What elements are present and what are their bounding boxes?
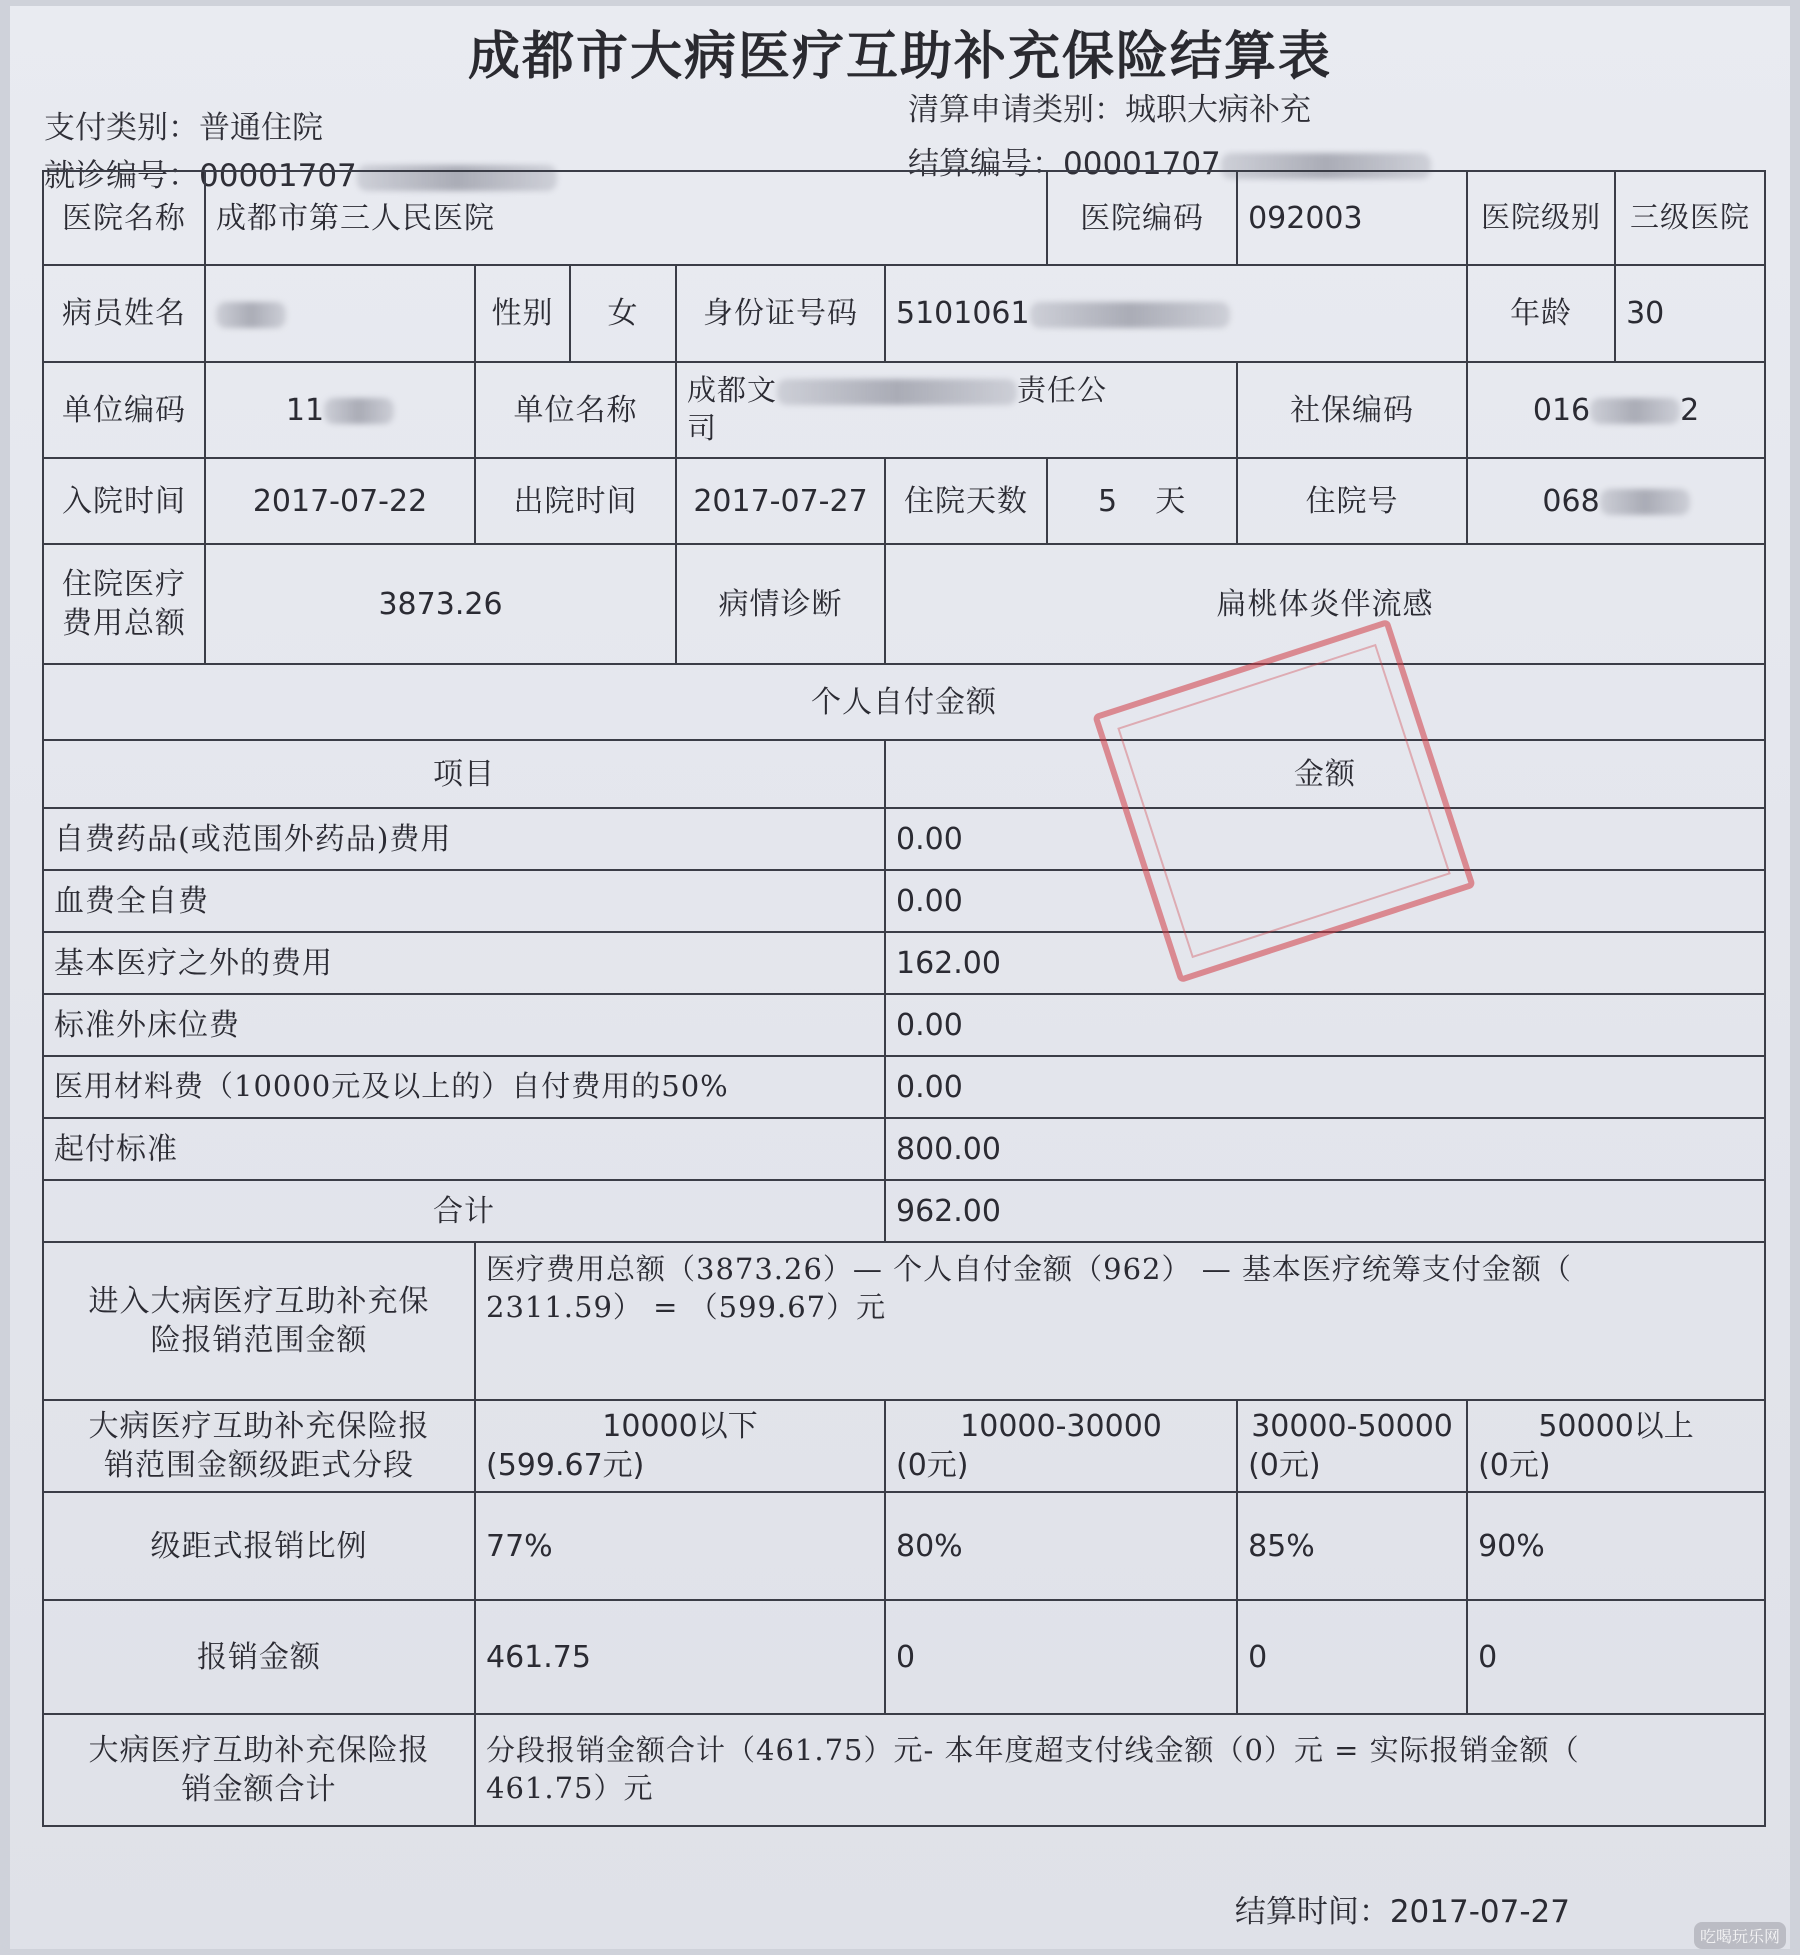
id-number-value: 5101061 xyxy=(896,296,1030,331)
ss-code-start: 016 xyxy=(1532,392,1591,428)
redaction-mask xyxy=(1590,398,1680,424)
settlement-table xyxy=(42,170,1766,1827)
stay-days-label: 住院天数 xyxy=(885,458,1047,544)
settle-time xyxy=(1235,1886,1570,1931)
hospital-code-label: 医院编码 xyxy=(1047,171,1237,265)
settle-number-label: 结算编号： xyxy=(908,146,1063,182)
scope-label-l2: 险报销范围金额 xyxy=(150,1323,368,1358)
tier-label-l2: 销范围金额级距式分段 xyxy=(104,1448,414,1483)
item-column-header: 项目 xyxy=(43,740,885,808)
stay-days-value: 5 xyxy=(1097,483,1118,519)
tier-reimb: 0 xyxy=(885,1600,1237,1714)
discharge-time-label: 出院时间 xyxy=(475,458,676,544)
id-number xyxy=(885,265,1467,362)
self-pay-subtotal-label: 合计 xyxy=(43,1180,885,1242)
stay-row xyxy=(43,458,1765,544)
scope-formula-l2: 2311.59） = （599.67）元 xyxy=(486,1289,887,1324)
final-label-l2: 销金额合计 xyxy=(181,1772,337,1807)
site-watermark: 吃喝玩乐网 xyxy=(1694,1922,1786,1949)
diagnosis: 扁桃体炎伴流感 xyxy=(885,544,1765,664)
self-pay-title-row xyxy=(43,664,1765,740)
unit-name-end: 责任公 xyxy=(1017,373,1108,408)
inpatient-no-label: 住院号 xyxy=(1237,458,1467,544)
gender-value: 女 xyxy=(570,265,676,362)
tier-label-l1: 大病医疗互助补充保险报 xyxy=(88,1409,430,1444)
id-number-label: 身份证号码 xyxy=(676,265,885,362)
settle-apply-label: 清算申请类别： xyxy=(908,92,1125,128)
final-formula-l2: 461.75）元 xyxy=(486,1771,654,1805)
self-pay-item-label: 起付标准 xyxy=(43,1118,885,1180)
admit-time-label: 入院时间 xyxy=(43,458,205,544)
total-cost-label-l2: 费用总额 xyxy=(62,606,186,641)
tier-ratio-label: 级距式报销比例 xyxy=(43,1492,475,1600)
self-pay-item-label: 血费全自费 xyxy=(43,870,885,932)
self-pay-row xyxy=(43,1118,1765,1180)
hospital-level-label: 医院级别 xyxy=(1467,171,1615,265)
self-pay-row xyxy=(43,870,1765,932)
inpatient-no-value: 068 xyxy=(1542,483,1600,519)
ss-code-end: 2 xyxy=(1680,392,1700,428)
tier-amount: (0元) xyxy=(896,1448,969,1483)
tier-range-cell xyxy=(885,1400,1237,1492)
redaction-mask xyxy=(1030,302,1230,328)
unit-name-start: 成都文 xyxy=(687,373,778,408)
discharge-time: 2017-07-27 xyxy=(676,458,885,544)
self-pay-item-amount: 162.00 xyxy=(885,932,1765,994)
total-cost-label-l1: 住院医疗 xyxy=(62,567,186,602)
scope-formula xyxy=(475,1242,1765,1400)
patient-row xyxy=(43,265,1765,362)
final-row xyxy=(43,1714,1765,1826)
total-row xyxy=(43,544,1765,664)
settle-apply-value: 城职大病补充 xyxy=(1125,92,1311,128)
scope-formula-l1: 医疗费用总额（3873.26）— 个人自付金额（962） — 基本医疗统筹支付金额（ xyxy=(486,1252,1572,1286)
tier-ratio: 90% xyxy=(1467,1492,1765,1600)
total-cost-label xyxy=(43,544,205,664)
tier-range: 10000-30000 xyxy=(960,1409,1162,1444)
self-pay-title: 个人自付金额 xyxy=(43,664,1765,740)
hospital-name: 成都市第三人民医院 xyxy=(205,171,1047,265)
self-pay-row xyxy=(43,932,1765,994)
self-pay-subtotal-row xyxy=(43,1180,1765,1242)
scope-label xyxy=(43,1242,475,1400)
self-pay-item-label: 自费药品(或范围外药品)费用 xyxy=(43,808,885,870)
tier-ratio-row xyxy=(43,1492,1765,1600)
self-pay-row xyxy=(43,1056,1765,1118)
visit-number-value: 00001707 xyxy=(199,158,357,194)
tier-reimb: 461.75 xyxy=(475,1600,885,1714)
stay-days-unit: 天 xyxy=(1155,483,1187,519)
unit-code xyxy=(205,362,475,458)
tier-amount: (599.67元) xyxy=(486,1448,645,1483)
tier-ratio: 80% xyxy=(885,1492,1237,1600)
patient-name xyxy=(205,265,475,362)
hospital-level: 三级医院 xyxy=(1615,171,1765,265)
unit-row xyxy=(43,362,1765,458)
tier-range-cell xyxy=(1467,1400,1765,1492)
self-pay-subtotal: 962.00 xyxy=(885,1180,1765,1242)
tier-reimb-row xyxy=(43,1600,1765,1714)
tier-amount: (0元) xyxy=(1248,1448,1321,1483)
tier-range-cell xyxy=(475,1400,885,1492)
scope-label-l1: 进入大病医疗互助补充保 xyxy=(88,1284,430,1319)
settle-number-value: 00001707 xyxy=(1063,146,1221,182)
social-security-label: 社保编码 xyxy=(1237,362,1467,458)
self-pay-row xyxy=(43,994,1765,1056)
self-pay-item-amount: 800.00 xyxy=(885,1118,1765,1180)
inpatient-no xyxy=(1467,458,1765,544)
tier-reimb-label: 报销金额 xyxy=(43,1600,475,1714)
self-pay-item-amount: 0.00 xyxy=(885,1056,1765,1118)
self-pay-item-amount: 0.00 xyxy=(885,870,1765,932)
final-formula-l1: 分段报销金额合计（461.75）元- 本年度超支付线金额（0）元 = 实际报销金额（ xyxy=(486,1733,1580,1768)
self-pay-item-label: 标准外床位费 xyxy=(43,994,885,1056)
unit-name-wrap: 司 xyxy=(687,411,718,445)
patient-name-label: 病员姓名 xyxy=(43,265,205,362)
self-pay-row xyxy=(43,808,1765,870)
unit-code-label: 单位编码 xyxy=(43,362,205,458)
age-label: 年龄 xyxy=(1467,265,1615,362)
scope-row xyxy=(43,1242,1765,1400)
tier-range-row xyxy=(43,1400,1765,1492)
settle-time-value: 2017-07-27 xyxy=(1389,1894,1570,1930)
tier-label xyxy=(43,1400,475,1492)
tier-reimb: 0 xyxy=(1467,1600,1765,1714)
stay-days xyxy=(1047,458,1237,544)
redaction-mask xyxy=(777,379,1017,405)
final-label xyxy=(43,1714,475,1826)
self-pay-item-amount: 0.00 xyxy=(885,808,1765,870)
tier-range-cell xyxy=(1237,1400,1467,1492)
settle-time-label: 结算时间： xyxy=(1234,1894,1390,1930)
self-pay-header-row xyxy=(43,740,1765,808)
gender-label: 性别 xyxy=(475,265,570,362)
self-pay-item-label: 基本医疗之外的费用 xyxy=(43,932,885,994)
social-security-code xyxy=(1467,362,1765,458)
hospital-name-label: 医院名称 xyxy=(43,171,205,265)
redaction-mask xyxy=(324,398,394,424)
final-formula xyxy=(475,1714,1765,1826)
document-title: 成都市大病医疗互助补充保险结算表 xyxy=(467,26,1332,87)
tier-ratio: 85% xyxy=(1237,1492,1467,1600)
admit-time: 2017-07-22 xyxy=(205,458,475,544)
tier-reimb: 0 xyxy=(1237,1600,1467,1714)
hospital-code: 092003 xyxy=(1237,171,1467,265)
tier-range: 30000-50000 xyxy=(1251,1409,1453,1444)
hospital-row xyxy=(43,171,1765,265)
settle-apply-type xyxy=(908,84,1311,129)
self-pay-item-amount: 0.00 xyxy=(885,994,1765,1056)
visit-number-label: 就诊编号： xyxy=(44,158,199,194)
redaction-mask xyxy=(216,302,286,328)
unit-name xyxy=(676,362,1237,458)
tier-range: 50000以上 xyxy=(1538,1409,1694,1444)
unit-name-label: 单位名称 xyxy=(475,362,676,458)
final-label-l1: 大病医疗互助补充保险报 xyxy=(88,1733,430,1768)
redaction-mask xyxy=(1600,489,1690,515)
diagnosis-label: 病情诊断 xyxy=(676,544,885,664)
payment-type-value: 普通住院 xyxy=(199,110,323,146)
tier-ratio: 77% xyxy=(475,1492,885,1600)
tier-amount: (0元) xyxy=(1478,1448,1551,1483)
total-cost: 3873.26 xyxy=(205,544,676,664)
self-pay-item-label: 医用材料费（10000元及以上的）自付费用的50% xyxy=(43,1056,885,1118)
payment-type-label: 支付类别： xyxy=(44,110,199,146)
payment-type xyxy=(44,102,323,147)
unit-code-value: 11 xyxy=(285,392,325,428)
amount-column-header: 金额 xyxy=(885,740,1765,808)
age-value: 30 xyxy=(1615,265,1765,362)
tier-range: 10000以下 xyxy=(602,1409,758,1444)
